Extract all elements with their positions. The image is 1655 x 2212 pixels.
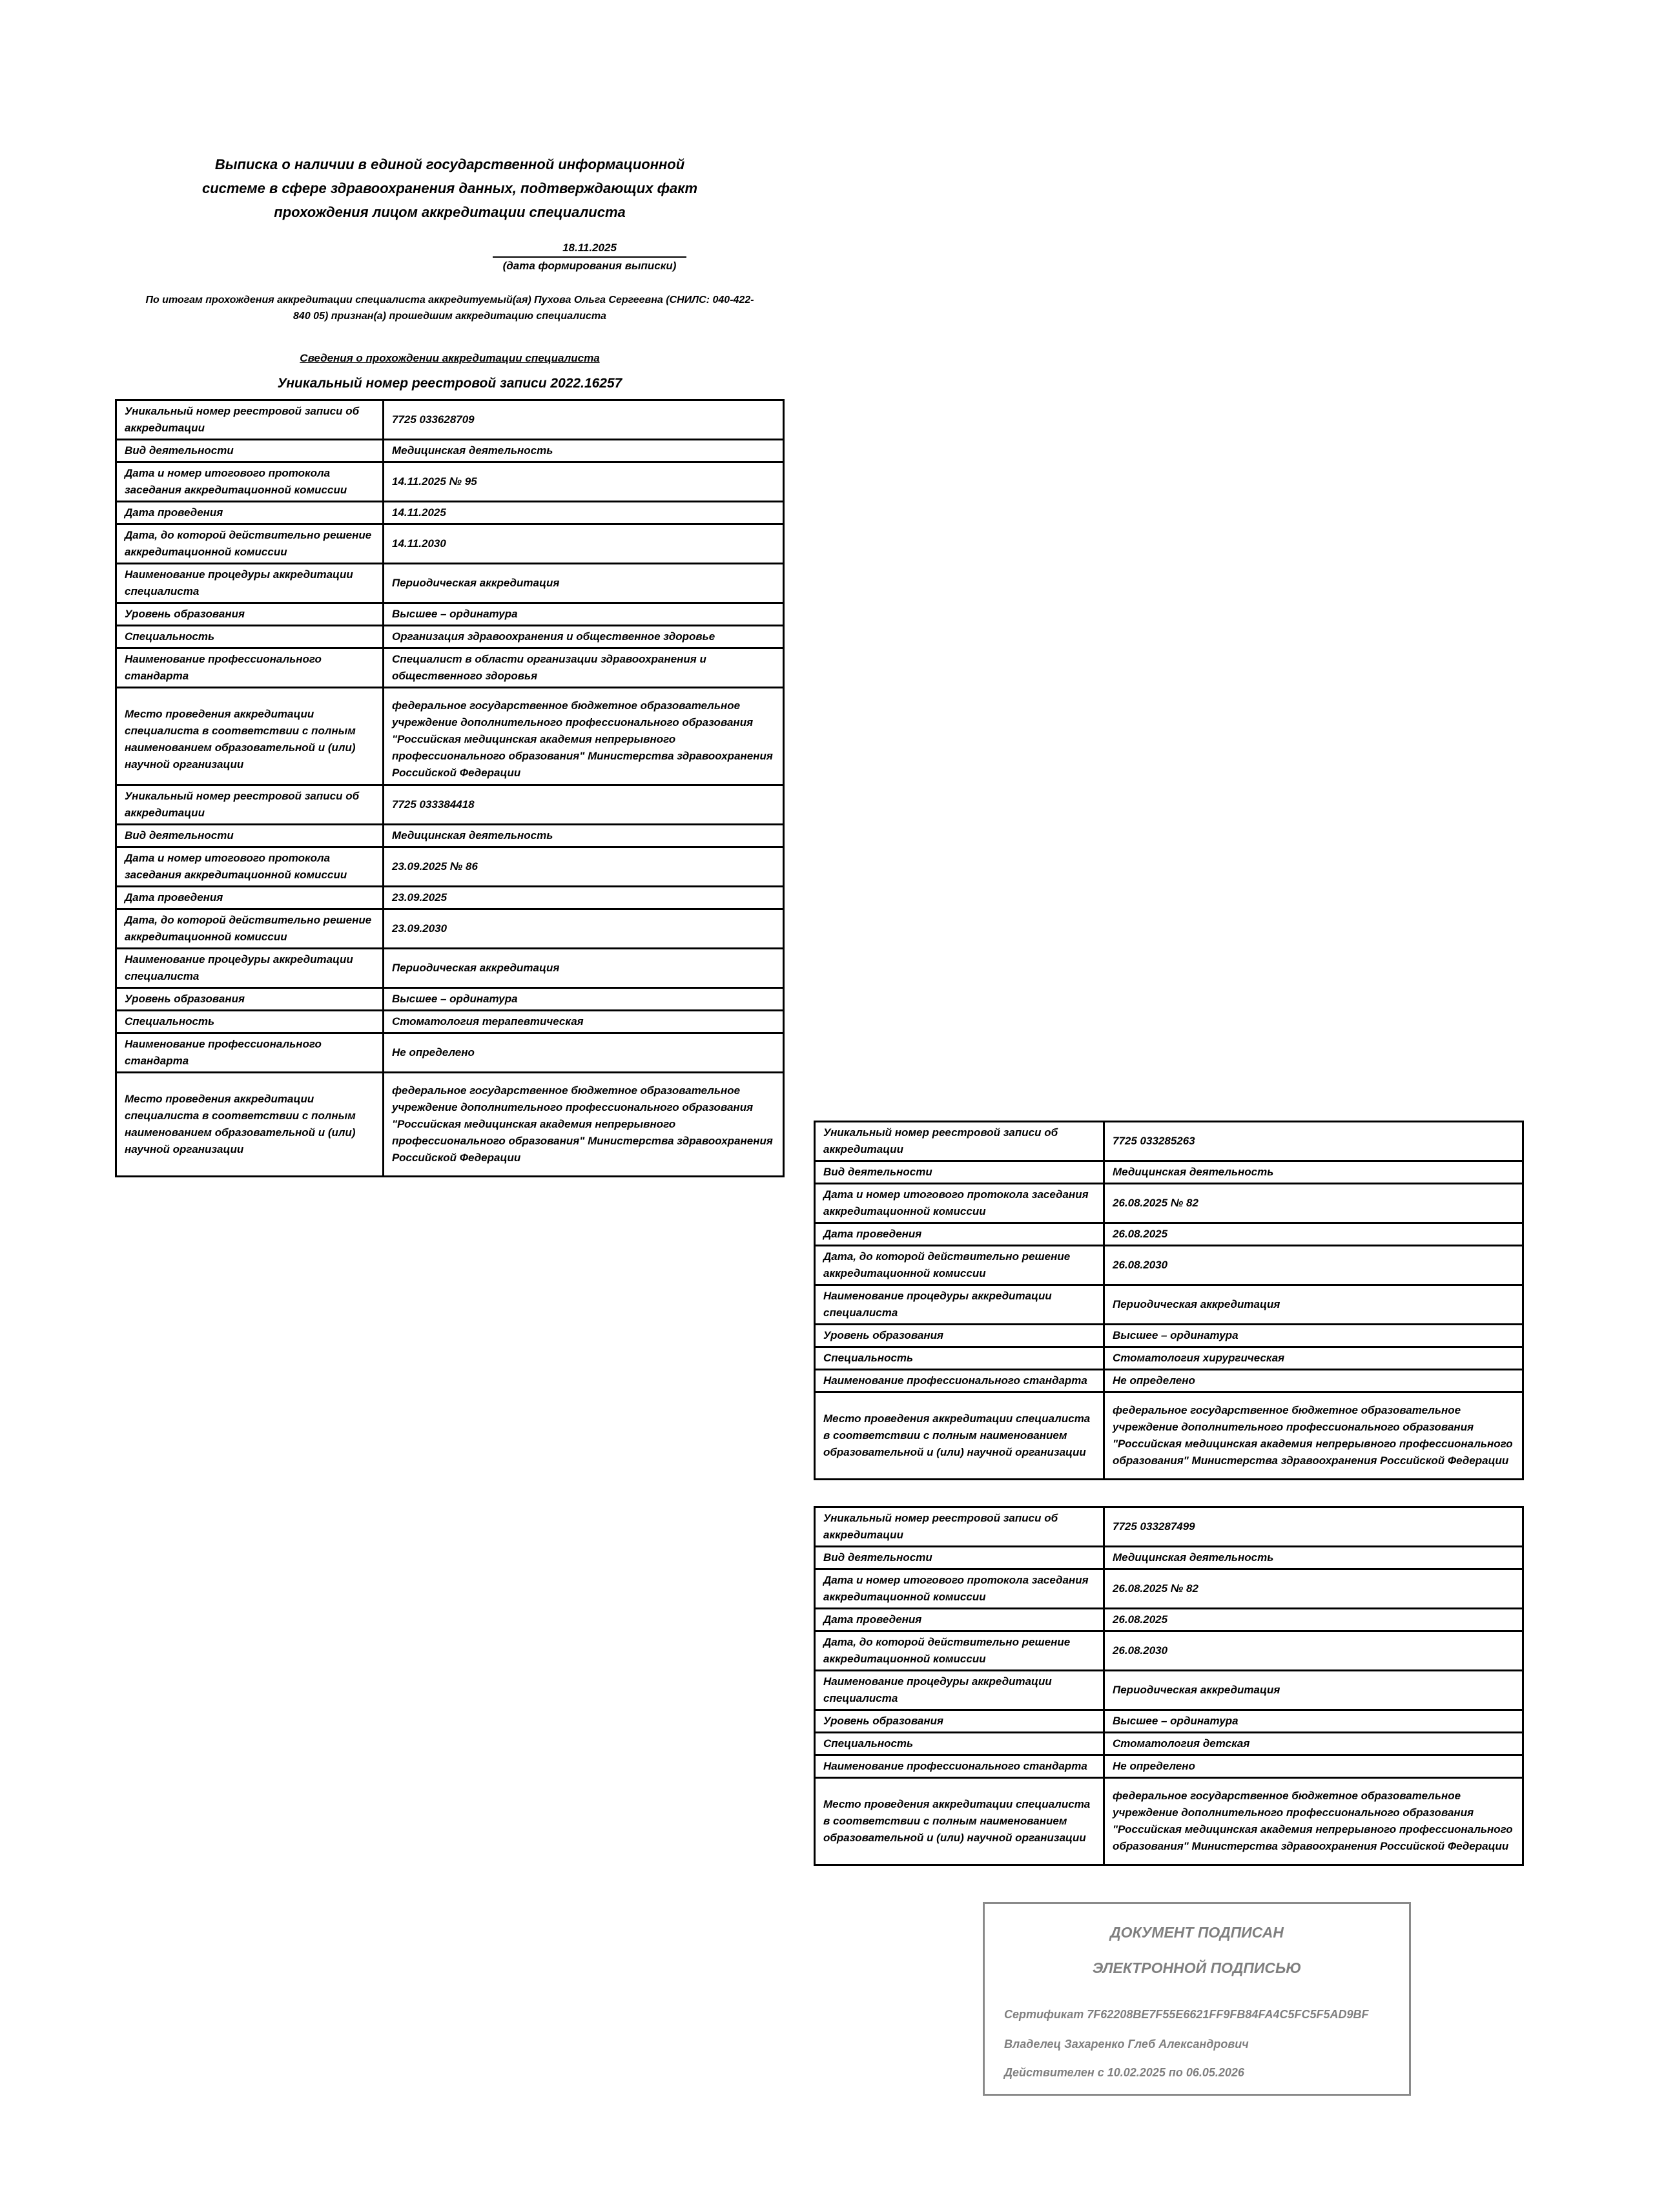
document-title xyxy=(115,152,785,224)
row-label: Дата, до которой действительно решение аккредитационной комиссии xyxy=(116,909,384,949)
table-row xyxy=(116,847,784,887)
signature-heading-line-2: ЭЛЕКТРОННОЙ ПОДПИСЬЮ xyxy=(1092,1959,1302,1976)
table-row xyxy=(116,1073,784,1177)
row-value: 26.08.2025 № 82 xyxy=(1104,1569,1523,1609)
table-row xyxy=(116,564,784,603)
extract-date-caption: (дата формирования выписки) xyxy=(502,260,677,272)
row-label: Уровень образования xyxy=(815,1325,1104,1347)
row-value: Периодическая аккредитация xyxy=(384,949,784,988)
row-label: Специальность xyxy=(116,1011,384,1033)
row-label: Наименование процедуры аккредитации специалиста xyxy=(815,1285,1104,1325)
row-value: Стоматология терапевтическая xyxy=(384,1011,784,1033)
row-label: Вид деятельности xyxy=(815,1161,1104,1184)
row-label: Уникальный номер реестровой записи об аккредитации xyxy=(116,785,384,825)
row-value: 23.09.2030 xyxy=(384,909,784,949)
row-label: Дата и номер итогового протокола заседания аккредитационной комиссии xyxy=(815,1569,1104,1609)
row-value: 14.11.2025 № 95 xyxy=(384,462,784,502)
table-row xyxy=(116,502,784,524)
row-label: Место проведения аккредитации специалиста в соответствии с полным наименованием образовательной и (или) научной организации xyxy=(815,1392,1104,1480)
table-row xyxy=(116,440,784,462)
table-row xyxy=(815,1370,1523,1392)
row-value: 26.08.2025 xyxy=(1104,1223,1523,1246)
row-label: Наименование процедуры аккредитации специалиста xyxy=(815,1671,1104,1710)
row-label: Место проведения аккредитации специалиста в соответствии с полным наименованием образовательной и (или) научной организации xyxy=(116,688,384,792)
table-row xyxy=(815,1507,1523,1547)
row-value: Медицинская деятельность xyxy=(384,440,784,462)
table-row xyxy=(815,1631,1523,1671)
title-line-3: прохождения лицом аккредитации специалиста xyxy=(274,204,626,220)
row-label: Дата и номер итогового протокола заседания аккредитационной комиссии xyxy=(815,1184,1104,1223)
row-label: Вид деятельности xyxy=(815,1547,1104,1569)
row-value: Специалист в области организации здравоохранения и общественного здоровья xyxy=(384,648,784,688)
table-row xyxy=(116,648,784,688)
table-row xyxy=(815,1569,1523,1609)
table-row xyxy=(815,1778,1523,1865)
table-row xyxy=(815,1122,1523,1161)
row-label: Уникальный номер реестровой записи об аккредитации xyxy=(815,1507,1104,1547)
row-label: Дата, до которой действительно решение аккредитационной комиссии xyxy=(116,524,384,564)
table-row xyxy=(815,1547,1523,1569)
row-value: 14.11.2025 xyxy=(384,502,784,524)
accreditation-table-4 xyxy=(814,1506,1524,1866)
row-value: Высшее – ординатура xyxy=(384,603,784,626)
table-row xyxy=(116,988,784,1011)
row-label: Дата, до которой действительно решение аккредитационной комиссии xyxy=(815,1246,1104,1285)
row-value: Не определено xyxy=(1104,1755,1523,1778)
row-label: Дата проведения xyxy=(815,1223,1104,1246)
title-line-2: системе в сфере здравоохранения данных, подтверждающих факт xyxy=(201,180,698,196)
row-label: Наименование профессионального стандарта xyxy=(815,1755,1104,1778)
accreditation-table-1 xyxy=(115,399,785,792)
row-label: Вид деятельности xyxy=(116,440,384,462)
table-row xyxy=(116,909,784,949)
intro-line-2: 840 05) признан(а) прошедшим аккредитацию специалиста xyxy=(293,311,606,322)
row-value: Периодическая аккредитация xyxy=(384,564,784,603)
row-label: Дата проведения xyxy=(116,887,384,909)
row-value: Высшее – ординатура xyxy=(384,988,784,1011)
table-row xyxy=(815,1733,1523,1755)
row-label: Наименование процедуры аккредитации специалиста xyxy=(116,564,384,603)
table-row xyxy=(116,1033,784,1073)
row-label: Специальность xyxy=(116,626,384,648)
section-heading: Сведения о прохождении аккредитации специалиста xyxy=(300,352,600,364)
table-row xyxy=(116,400,784,440)
table-row xyxy=(116,785,784,825)
row-label: Специальность xyxy=(815,1733,1104,1755)
row-label: Уровень образования xyxy=(116,988,384,1011)
table-row xyxy=(116,603,784,626)
signature-heading-line-1: ДОКУМЕНТ ПОДПИСАН xyxy=(1110,1924,1284,1941)
row-value: федеральное государственное бюджетное образовательное учреждение дополнительного профессионального образования "Российская медицинская академия непрерывного профессионального образования" Министерства здравоохранения Российской Федерации xyxy=(1104,1778,1523,1865)
signature-owner: Владелец Захаренко Глеб Александрович xyxy=(1004,2038,1249,2051)
row-label: Дата и номер итогового протокола заседания аккредитационной комиссии xyxy=(116,847,384,887)
row-value: 23.09.2025 № 86 xyxy=(384,847,784,887)
row-value: 26.08.2025 № 82 xyxy=(1104,1184,1523,1223)
row-value: 7725 033628709 xyxy=(384,400,784,440)
row-value: федеральное государственное бюджетное образовательное учреждение дополнительного профессионального образования "Российская медицинская академия непрерывного профессионального образования" Министерства здравоохранения Российской Федерации xyxy=(384,1073,784,1177)
row-value: 7725 033287499 xyxy=(1104,1507,1523,1547)
table-row xyxy=(815,1392,1523,1480)
row-value: Не определено xyxy=(384,1033,784,1073)
table-row xyxy=(815,1347,1523,1370)
row-value: Медицинская деятельность xyxy=(384,825,784,847)
extract-date: 18.11.2025 xyxy=(493,242,686,258)
row-label: Дата проведения xyxy=(815,1609,1104,1631)
table-row xyxy=(815,1325,1523,1347)
table-row xyxy=(116,462,784,502)
row-value: 14.11.2030 xyxy=(384,524,784,564)
table-row xyxy=(815,1246,1523,1285)
row-label: Вид деятельности xyxy=(116,825,384,847)
row-label: Место проведения аккредитации специалиста в соответствии с полным наименованием образовательной и (или) научной организации xyxy=(815,1778,1104,1865)
table-row xyxy=(116,626,784,648)
row-label: Наименование профессионального стандарта xyxy=(116,648,384,688)
accreditation-table-2 xyxy=(115,784,785,1177)
table-row xyxy=(116,688,784,792)
row-value: Стоматология хирургическая xyxy=(1104,1347,1523,1370)
row-label: Уникальный номер реестровой записи об аккредитации xyxy=(815,1122,1104,1161)
row-label: Наименование процедуры аккредитации специалиста xyxy=(116,949,384,988)
row-value: Организация здравоохранения и общественное здоровье xyxy=(384,626,784,648)
row-value: федеральное государственное бюджетное образовательное учреждение дополнительного профессионального образования "Российская медицинская академия непрерывного профессионального образования" Министерства здравоохранения Российской Федерации xyxy=(384,688,784,792)
table-row xyxy=(116,887,784,909)
registry-record-heading: Уникальный номер реестровой записи 2022.16257 xyxy=(277,376,622,391)
table-row xyxy=(815,1223,1523,1246)
row-value: 7725 033384418 xyxy=(384,785,784,825)
row-value: Медицинская деятельность xyxy=(1104,1547,1523,1569)
row-label: Уровень образования xyxy=(116,603,384,626)
row-label: Уникальный номер реестровой записи об аккредитации xyxy=(116,400,384,440)
row-value: Стоматология детская xyxy=(1104,1733,1523,1755)
row-value: Не определено xyxy=(1104,1370,1523,1392)
row-value: 23.09.2025 xyxy=(384,887,784,909)
table-row xyxy=(815,1671,1523,1710)
row-value: 26.08.2030 xyxy=(1104,1246,1523,1285)
row-value: федеральное государственное бюджетное образовательное учреждение дополнительного профессионального образования "Российская медицинская академия непрерывного профессионального образования" Министерства здравоохранения Российской Федерации xyxy=(1104,1392,1523,1480)
row-label: Специальность xyxy=(815,1347,1104,1370)
intro-line-1: По итогам прохождения аккредитации специалиста аккредитуемый(ая) Пухова Ольга Сергеевна (СНИЛС: 040-422- xyxy=(145,295,754,305)
table-row xyxy=(815,1285,1523,1325)
table-row xyxy=(116,524,784,564)
row-label: Уровень образования xyxy=(815,1710,1104,1733)
row-value: Высшее – ординатура xyxy=(1104,1710,1523,1733)
electronic-signature-stamp xyxy=(983,1902,1411,2096)
table-row xyxy=(815,1161,1523,1184)
row-value: Высшее – ординатура xyxy=(1104,1325,1523,1347)
row-label: Наименование профессионального стандарта xyxy=(815,1370,1104,1392)
row-value: Периодическая аккредитация xyxy=(1104,1285,1523,1325)
row-value: 26.08.2025 xyxy=(1104,1609,1523,1631)
row-label: Наименование профессионального стандарта xyxy=(116,1033,384,1073)
signature-certificate: Сертификат 7F62208BE7F55E6621FF9FB84FA4C5FC5F5AD9BF xyxy=(1004,2008,1369,2021)
row-label: Дата проведения xyxy=(116,502,384,524)
row-value: Медицинская деятельность xyxy=(1104,1161,1523,1184)
row-value: 26.08.2030 xyxy=(1104,1631,1523,1671)
intro-paragraph xyxy=(115,292,785,324)
table-row xyxy=(815,1184,1523,1223)
signature-validity: Действителен с 10.02.2025 по 06.05.2026 xyxy=(1004,2066,1244,2079)
table-row xyxy=(116,1011,784,1033)
extract-date-block xyxy=(493,242,686,273)
table-row xyxy=(116,949,784,988)
row-value: 7725 033285263 xyxy=(1104,1122,1523,1161)
accreditation-table-3 xyxy=(814,1121,1524,1480)
title-line-1: Выписка о наличии в единой государственной информационной xyxy=(214,156,685,172)
table-row xyxy=(815,1609,1523,1631)
table-row xyxy=(116,825,784,847)
table-row xyxy=(815,1755,1523,1778)
row-label: Место проведения аккредитации специалиста в соответствии с полным наименованием образовательной и (или) научной организации xyxy=(116,1073,384,1177)
row-value: Периодическая аккредитация xyxy=(1104,1671,1523,1710)
table-row xyxy=(815,1710,1523,1733)
row-label: Дата, до которой действительно решение аккредитационной комиссии xyxy=(815,1631,1104,1671)
row-label: Дата и номер итогового протокола заседания аккредитационной комиссии xyxy=(116,462,384,502)
